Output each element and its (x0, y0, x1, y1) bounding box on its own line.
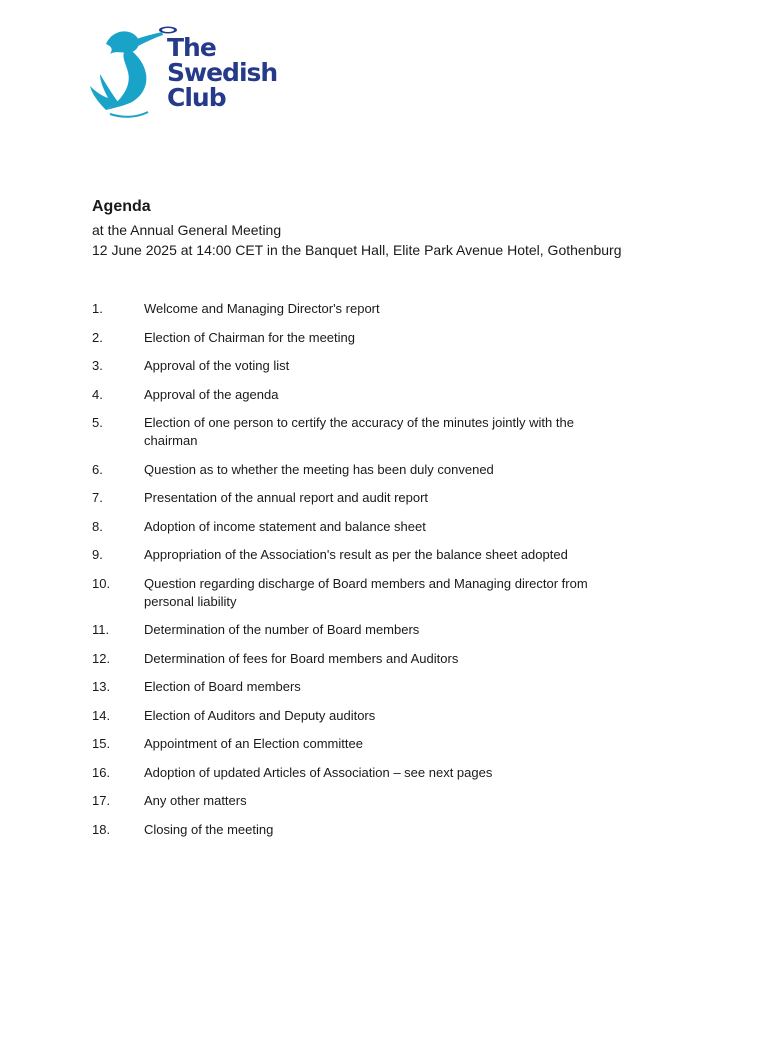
item-number: 8. (92, 518, 103, 534)
item-text: Election of Auditors and Deputy auditors (144, 707, 376, 723)
item-text: Determination of fees for Board members and Auditors (144, 650, 459, 666)
swedish-club-logo (88, 24, 278, 144)
item-text: Presentation of the annual report and audit report (144, 490, 429, 505)
logo-wordmark (167, 35, 277, 110)
list-item (92, 792, 652, 810)
logo-line-1: The (167, 33, 216, 62)
agenda-list (92, 300, 652, 849)
logo-line-2: Swedish (167, 58, 278, 87)
list-item (92, 300, 652, 318)
item-text: Any other matters (144, 793, 247, 808)
item-number: 10. (92, 575, 111, 591)
logo-line-3: Club (167, 83, 226, 112)
list-item (92, 764, 652, 782)
item-number: 13. (92, 679, 111, 694)
item-text: Appointment of an Election committee (144, 736, 363, 751)
item-number: 4. (92, 386, 103, 402)
item-number: 18. (92, 821, 111, 837)
list-item (92, 707, 652, 725)
item-number: 6. (92, 461, 103, 477)
item-text: Question regarding discharge of Board members and Managing director from personal liability (144, 575, 588, 609)
item-number: 3. (92, 358, 103, 373)
list-item (92, 735, 652, 753)
list-item (92, 414, 652, 450)
item-number: 1. (92, 301, 103, 316)
item-text: Appropriation of the Association's result as per the balance sheet adopted (144, 547, 568, 562)
item-number: 17. (92, 793, 111, 808)
item-text: Question as to whether the meeting has been duly convened (144, 461, 494, 477)
item-number: 15. (92, 736, 111, 751)
item-text: Welcome and Managing Director's report (144, 301, 380, 316)
list-item (92, 357, 652, 375)
item-text: Election of Chairman for the meeting (144, 329, 355, 345)
item-text: Election of one person to certify the accuracy of the minutes jointly with the chairman (144, 415, 574, 448)
list-item (92, 329, 652, 347)
list-item (92, 575, 652, 611)
item-text: Election of Board members (144, 679, 301, 694)
list-item (92, 518, 652, 536)
item-number: 9. (92, 547, 103, 562)
item-number: 5. (92, 415, 103, 430)
item-number: 14. (92, 707, 111, 723)
list-item (92, 621, 652, 639)
item-text: Determination of the number of Board members (144, 622, 420, 637)
item-text: Adoption of updated Articles of Association – see next pages (144, 764, 493, 780)
subtitle-date-location: 12 June 2025 at 14:00 CET in the Banquet Hall, Elite Park Avenue Hotel, Gothenburg (92, 242, 622, 258)
list-item (92, 821, 652, 839)
page-title: Agenda (92, 198, 151, 215)
item-number: 12. (92, 650, 111, 666)
list-item (92, 678, 652, 696)
item-number: 11. (92, 622, 110, 637)
item-text: Closing of the meeting (144, 821, 274, 837)
item-text: Approval of the agenda (144, 386, 279, 402)
item-number: 16. (92, 764, 111, 780)
subtitle-meeting: at the Annual General Meeting (92, 222, 282, 238)
list-item (92, 546, 652, 564)
item-number: 7. (92, 490, 103, 505)
item-number: 2. (92, 329, 103, 345)
list-item (92, 489, 652, 507)
item-text: Adoption of income statement and balance sheet (144, 518, 426, 534)
list-item (92, 650, 652, 668)
item-text: Approval of the voting list (144, 358, 290, 373)
list-item (92, 386, 652, 404)
list-item (92, 461, 652, 479)
